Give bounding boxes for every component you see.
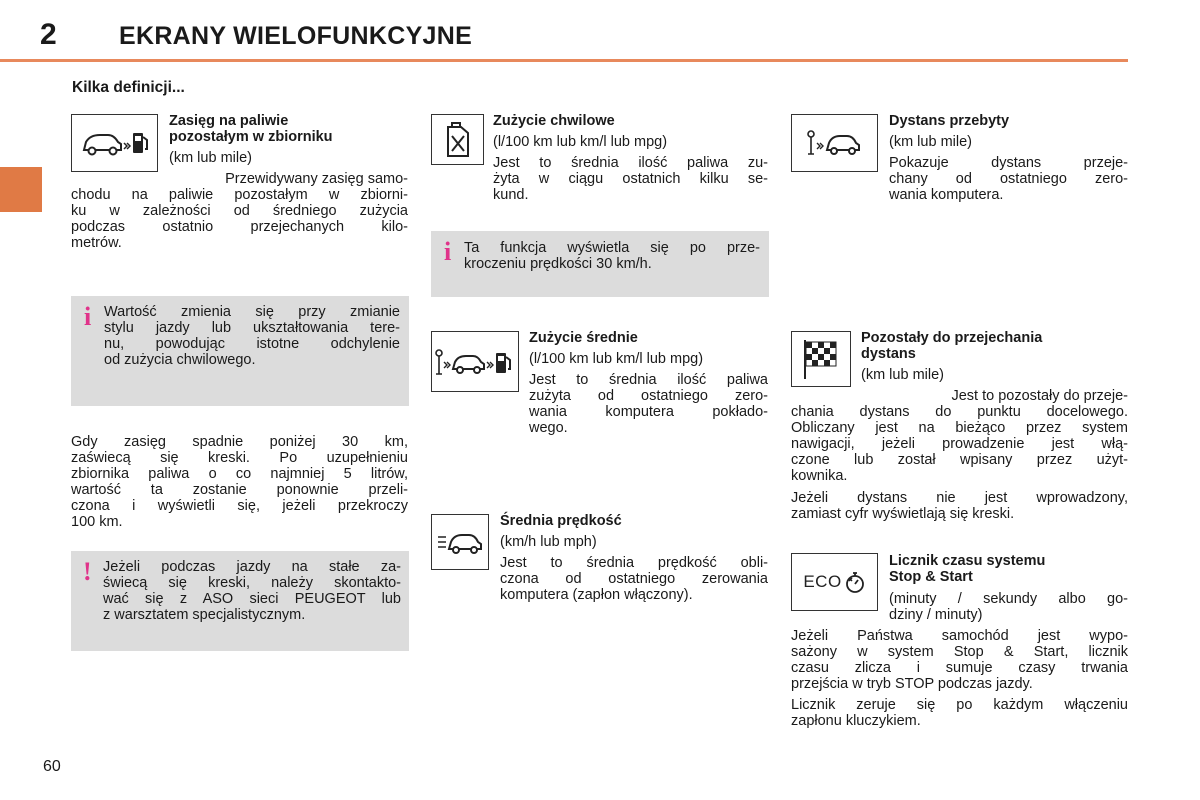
stopstart-line: sażony w system Stop & Start, licznik [791,644,1128,660]
stopstart-unit-line: dziny / minuty) [889,607,983,623]
remaining-unit: (km lub mile) [861,367,944,383]
range-title-line2: pozostałym w zbiorniku [169,129,333,145]
range-body-line: podczas ostatnio przejechanych kilo- [71,219,408,235]
checkered-flag-icon [791,331,851,387]
range-unit: (km lub mile) [169,150,252,166]
instant-unit: (l/100 km lub km/l lub mpg) [493,134,668,150]
note-line: stylu jazdy lub ukształtowania tere- [104,320,400,336]
car-fuel-pump-icon [71,114,158,172]
remaining-line: Jest to pozostały do przeje- [951,388,1128,404]
trip-car-fuel-icon [431,331,519,392]
warning-line: wać się z ASO sieci PEUGEOT lub [103,591,401,607]
note-line: od zużycia chwilowego. [104,352,256,368]
warning-line: Jeżeli podczas jazdy na stałe za- [103,559,401,575]
para-line: zbiornika paliwa o co najmniej 5 litrów, [71,466,408,482]
stopstart-body2 [791,697,1128,729]
instant-line: Jest to średnia ilość paliwa zu- [493,155,768,171]
remaining-line: czone lub został wpisany przez użyt- [791,452,1128,468]
note-line: Wartość zmienia się przy zmianie [104,304,400,320]
instant-title: Zużycie chwilowe [493,113,615,129]
para-line: wartość ta zostanie ponownie przeli- [71,482,408,498]
distance-title: Dystans przebyty [889,113,1010,129]
note-line: nu, powodując istotne odchylenie [104,336,400,352]
average-line: zużyta od ostatniego zero- [529,388,768,404]
info-icon: i [444,237,452,266]
speed-line: komputera (zapłon włączony). [500,587,693,603]
page-number: 60 [43,758,61,775]
para-line: 100 km. [71,514,123,530]
range-body-line: chodu na paliwie pozostałym w zbiorni- [71,187,408,203]
stopstart-title-line1: Licznik czasu systemu [889,553,1046,569]
remaining-title [861,330,1042,362]
stopstart-unit [889,591,1128,623]
stopstart-title-line2: Stop & Start [889,569,973,585]
moving-car-icon [431,514,489,570]
section-title: Kilka definicji... [72,79,185,96]
distance-unit: (km lub mile) [889,134,972,150]
stopstart-line: Jeżeli Państwa samochód jest wypo- [791,628,1128,644]
stopstart-unit-line: (minuty / sekundy albo go- [889,591,1128,607]
speed-line: czona od ostatniego zerowania [500,571,768,587]
remaining-line: nawigacji, jeżeli prowadzenie jest włą- [791,436,1128,452]
chapter-tab [0,167,42,212]
range-body [71,171,408,251]
distance-line: wania komputera. [889,187,1004,203]
distance-line: Pokazuje dystans przeje- [889,155,1128,171]
info-note-speed [431,231,769,297]
eco-label: ECO [803,572,842,591]
range-title-line1: Zasięg na paliwie [169,113,289,129]
remaining-line: Jeżeli dystans nie jest wprowadzony, [791,490,1128,506]
stopstart-line: przejścia w tryb STOP podczas jazdy. [791,676,1033,692]
remaining-line: kownika. [791,468,848,484]
remaining-line: chania dystans do punktu docelowego. [791,404,1128,420]
para-line: zaświecą się kreski. Po uzupełnieniu [71,450,408,466]
stopstart-line: zapłonu kluczykiem. [791,713,921,729]
range-body-line: ku w zależności od średniego zużycia [71,203,408,219]
stopstart-title [889,553,1045,585]
para-line: Gdy zasięg spadnie poniżej 30 km, [71,434,408,450]
info-note-range [71,296,409,406]
average-line: Jest to średnia ilość paliwa [529,372,768,388]
para-line: czona i wyświetli się, jeżeli przekroczy [71,498,408,514]
speed-unit: (km/h lub mph) [500,534,597,550]
warning-line: świecą się kreski, należy skontakto- [103,575,401,591]
instant-line: żyta w ciągu ostatnich kilku se- [493,171,768,187]
info-icon: i [84,302,92,331]
remaining-body [791,388,1128,484]
stopstart-line: Licznik zeruje się po każdym włączeniu [791,697,1128,713]
stopstart-body [791,628,1128,692]
range-body-line: Przewidywany zasięg samo- [225,171,408,187]
chapter-title: EKRANY WIELOFUNKCYJNE [119,22,473,50]
average-line: wego. [529,420,568,436]
distance-line: chany od ostatniego zero- [889,171,1128,187]
speed-body [500,555,768,603]
note-line: Ta funkcja wyświetla się po prze- [464,240,760,256]
remaining-line: Obliczany jest na bieżąco przez system [791,420,1128,436]
distance-body [889,155,1128,203]
stopstart-line: czasu zlicza i sumuje czasy trwania [791,660,1128,676]
remaining-line: zamiast cyfr wyświetlają się kreski. [791,506,1015,522]
speed-title: Średnia prędkość [500,513,622,529]
average-body [529,372,768,436]
instant-body [493,155,768,203]
average-line: wania komputera pokłado- [529,404,768,420]
range-paragraph [71,434,408,530]
warning-icon: ! [83,557,92,586]
instant-line: kund. [493,187,529,203]
chapter-number: 2 [40,18,57,51]
remaining-title-line2: dystans [861,346,916,362]
trip-car-icon [791,114,878,172]
remaining-title-line1: Pozostały do przejechania [861,330,1043,346]
remaining-body2 [791,490,1128,522]
note-line: kroczeniu prędkości 30 km/h. [464,256,652,272]
average-unit: (l/100 km lub km/l lub mpg) [529,351,704,367]
speed-line: Jest to średnia prędkość obli- [500,555,768,571]
fuel-can-icon [431,114,484,165]
header-rule [0,59,1128,62]
warning-line: z warsztatem specjalistycznym. [103,607,306,623]
eco-stopwatch-icon [791,553,878,611]
average-title: Zużycie średnie [529,330,638,346]
range-title [169,113,333,145]
range-body-line: metrów. [71,235,122,251]
warning-note [71,551,409,651]
